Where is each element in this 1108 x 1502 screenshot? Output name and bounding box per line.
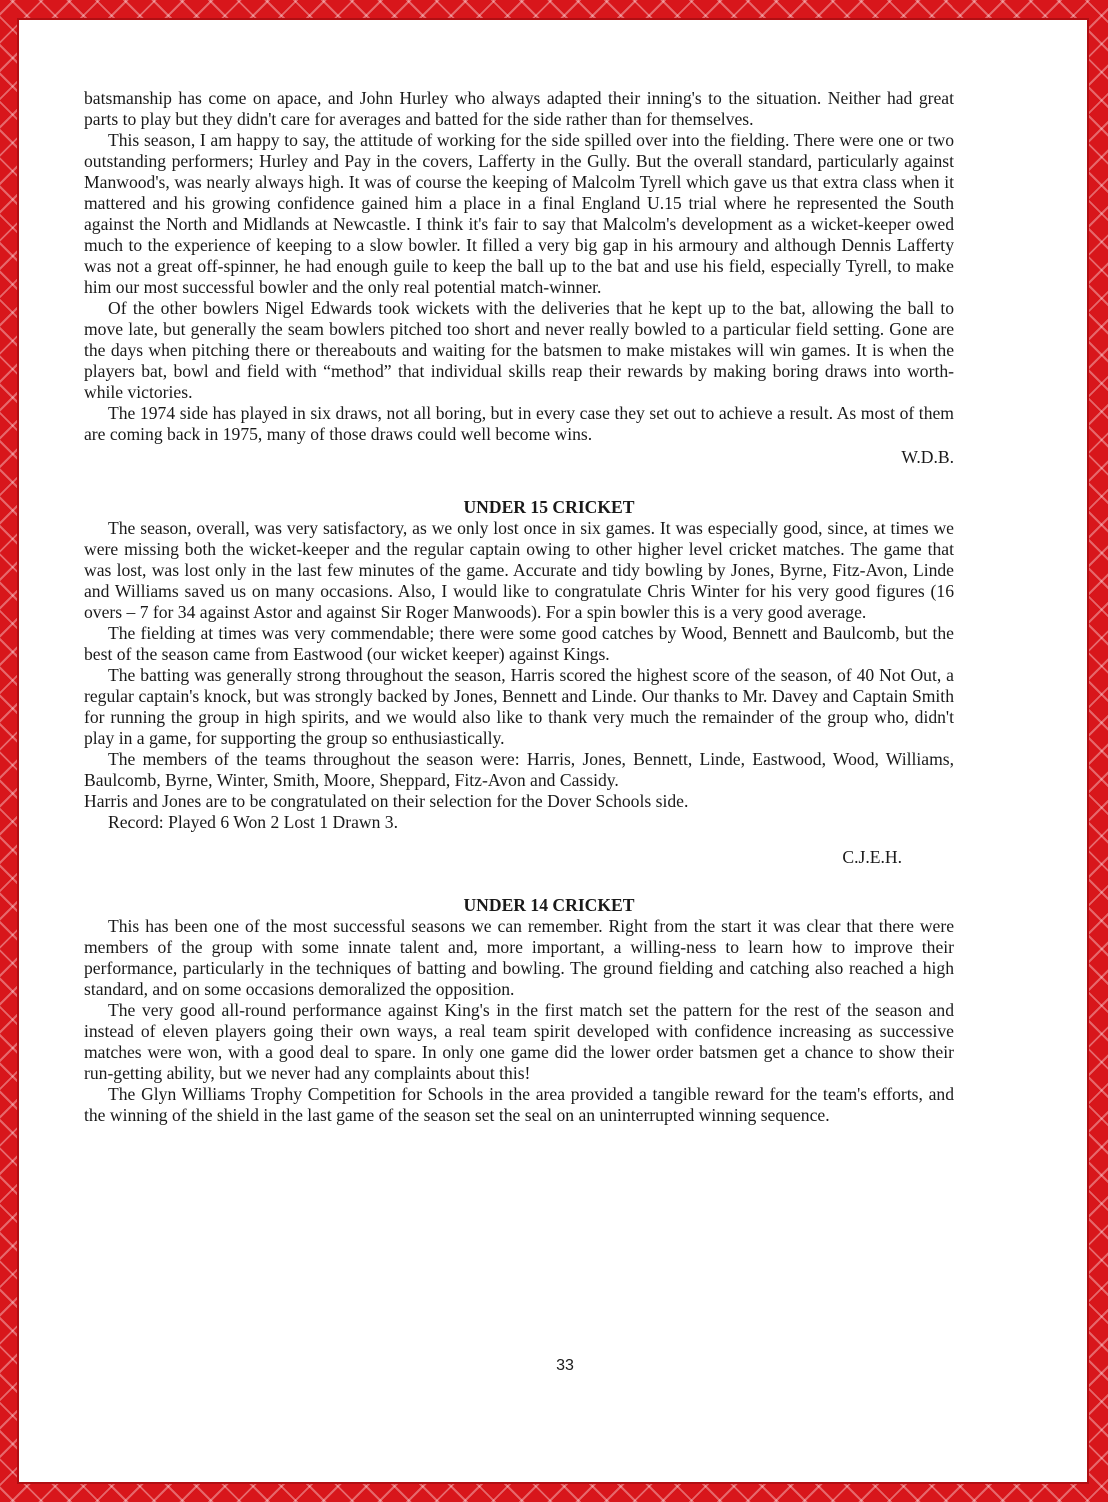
paragraph: This season, I am happy to say, the attitude of working for the side spilled over into the fielding. There were one or two outstanding performers; Hurley and Pay in the covers, Lafferty in the Gully. But the overall standard, particularly against Manwood's, was nearly always high. It was of course the keeping of Malcolm Tyrell which gave us that extra class when it mattered and his growing confidence gained him a place in a final England U.15 trial where he represented the South against the North and Midlands at Newcastle. I think it's fair to say that Malcolm's development as a wicket-keeper owed much to the experience of keeping to a slow bowler. It filled a very big gap in his armoury and although Dennis Lafferty was not a great off-spinner, he had enough guile to keep the ball up to the bat and use his field, especially Tyrell, to make him our most successful bowler and the only real potential match-winner. <box>84 130 954 297</box>
paragraph: The 1974 side has played in six draws, not all boring, but in every case they set out to achieve a result. As most of them are coming back in 1975, many of those draws could well become wins. <box>84 403 954 444</box>
paragraph: The Glyn Williams Trophy Competition for Schools in the area provided a tangible reward for the team's efforts, and the winning of the shield in the last game of the season set the seal on an uninterrupted winning sequence. <box>84 1084 954 1125</box>
paragraph: Of the other bowlers Nigel Edwards took wickets with the deliveries that he kept up to the bat, allowing the ball to move late, but generally the seam bowlers pitched too short and never really bowled to a particular field setting. Gone are the days when pitching there or thereabouts and waiting for the batsmen to make mistakes will win games. It is when the players bat, bowl and field with “method” that individual skills reap their rewards by making boring draws into worth-while victories. <box>84 298 954 402</box>
paragraph: The members of the teams throughout the season were: Harris, Jones, Bennett, Linde, Eastwood, Wood, Williams, Baulcomb, Byrne, Winter, Smith, Moore, Sheppard, Fitz-Avon and Cassidy. <box>84 749 954 790</box>
paragraph: The season, overall, was very satisfactory, as we only lost once in six games. It was especially good, since, at times we were missing both the wicket-keeper and the regular captain owing to other higher level cricket matches. The game that was lost, was lost only in the last few minutes of the game. Accurate and tidy bowling by Jones, Byrne, Fitz-Avon, Linde and Williams saved us on many occasions. Also, I would like to congratulate Chris Winter for his very good figures (16 overs – 7 for 34 against Astor and against Sir Roger Manwoods). For a spin bowler this is a very good average. <box>84 518 954 622</box>
paragraph: The batting was generally strong throughout the season, Harris scored the highest score of the season, of 40 Not Out, a regular captain's knock, but was strongly backed by Jones, Bennett and Linde. Our thanks to Mr. Davey and Captain Smith for running the group in high spirits, and we would also like to thank very much the remainder of the group who, didn't play in a game, for supporting the group so enthusiastically. <box>84 665 954 748</box>
author-initials: W.D.B. <box>901 447 954 467</box>
paragraph: Harris and Jones are to be congratulated on their selection for the Dover Schools side. <box>84 791 689 811</box>
author-initials: C.J.E.H. <box>842 847 902 867</box>
section-heading-under-14: UNDER 14 CRICKET <box>463 895 635 915</box>
match-record: Record: Played 6 Won 2 Lost 1 Drawn 3. <box>108 812 398 832</box>
document-body <box>84 88 954 1126</box>
paragraph: batsmanship has come on apace, and John Hurley who always adapted their inning's to the situation. Neither had great parts to play but they didn't care for averages and batted for the side rather than for themselves. <box>84 88 954 129</box>
page-number: 33 <box>556 1357 574 1374</box>
paragraph: The fielding at times was very commendable; there were some good catches by Wood, Bennett and Baulcomb, but the best of the season came from Eastwood (our wicket keeper) against Kings. <box>84 623 954 664</box>
paragraph: The very good all-round performance against King's in the first match set the pattern for the rest of the season and instead of eleven players going their own ways, a real team spirit developed with confidence increasing as successive matches were won, with a good deal to spare. In only one game did the lower order batsmen get a chance to show their run-getting ability, but we never had any complaints about this! <box>84 1000 954 1083</box>
paragraph: This has been one of the most successful seasons we can remember. Right from the start it was clear that there were members of the group with some innate talent and, more important, a willing-ness to learn how to improve their performance, particularly in the techniques of batting and bowling. The ground fielding and catching also reached a high standard, and on some occasions demoralized the opposition. <box>84 916 954 999</box>
section-heading-under-15: UNDER 15 CRICKET <box>463 497 635 517</box>
